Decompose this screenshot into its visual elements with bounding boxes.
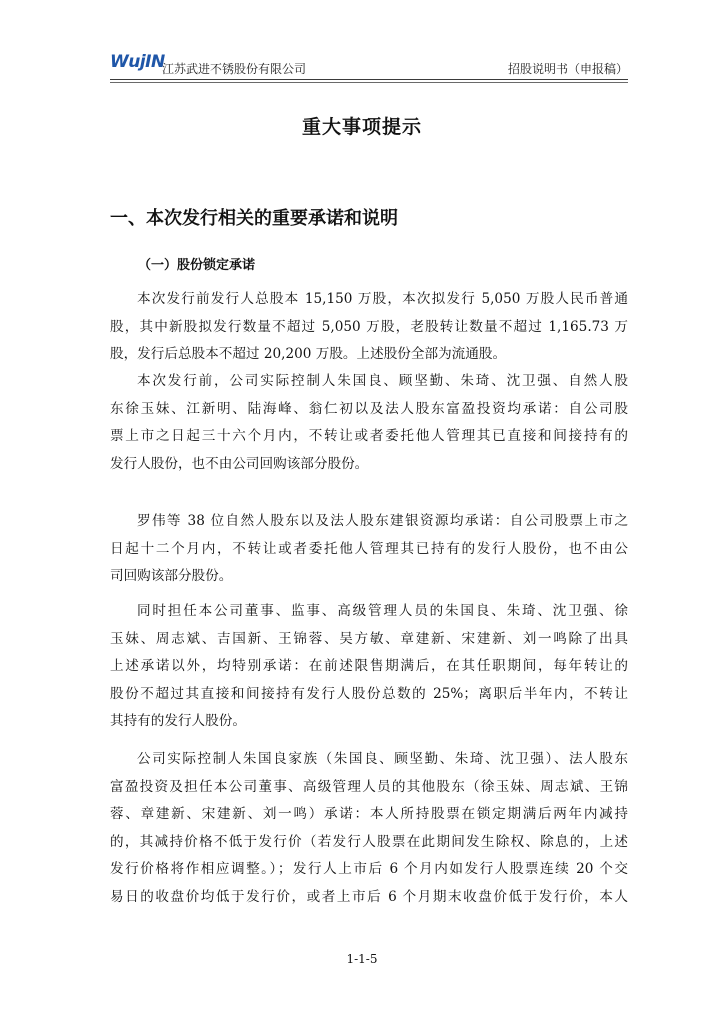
text-line: 同时担任本公司董事、监事、高级管理人员的朱国良、朱琦、沈卫强、徐: [137, 603, 628, 619]
header-divider: [110, 79, 628, 80]
text-line: 上述承诺以外，均特别承诺：在前述限售期满后，在其任职期间，每年转让的: [110, 658, 628, 674]
paragraph-2: [110, 368, 628, 478]
text-line: 公司实际控制人朱国良家族（朱国良、顾坚勤、朱琦、沈卫强）、法人股东: [137, 751, 628, 767]
text-line: 发行价格将作相应调整。）；发行人上市后 6 个月内如发行人股票连续 20 个交: [110, 861, 628, 877]
text-line: 的，其减持价格不低于发行价（若发行人股票在此期间发生除权、除息的，上述: [110, 833, 628, 850]
text-line: 东徐玉妹、江新明、陆海峰、翁仁初以及法人股东富盈投资均承诺：自公司股: [110, 400, 628, 417]
section-heading: 一、本次发行相关的重要承诺和说明: [110, 208, 398, 229]
text-line: 日起十二个月内，不转让或者委托他人管理其已持有的发行人股份，也不由公: [110, 540, 628, 557]
text-line: 股份不超过其直接和间接持有发行人股份总数的 25%；离职后半年内，不转让: [110, 685, 628, 702]
header-divider-thin: [110, 82, 628, 83]
text-line: 发行人股份，也不由公司回购该部分股份。: [110, 455, 369, 472]
paragraph-5: [110, 746, 628, 911]
paragraph-1: [110, 286, 628, 369]
text-line: 玉妹、周志斌、吉国新、王锦蓉、吴方敏、章建新、宋建新、刘一鸣除了出具: [110, 630, 628, 647]
text-line: 股，发行后总股本不超过 20,200 万股。上述股份全部为流通股。: [110, 346, 507, 362]
subsection-heading: （一）股份锁定承诺: [138, 258, 256, 273]
paragraph-3: [110, 508, 628, 591]
company-name: 江苏武进不锈股份有限公司: [162, 62, 307, 76]
page-header: [110, 50, 628, 78]
page-number: 1-1-5: [346, 952, 378, 966]
text-line: 蓉、章建新、宋建新、刘一鸣）承诺：本人所持股票在锁定期满后两年内减持: [110, 806, 628, 822]
text-line: 罗伟等 38 位自然人股东以及法人股东建银资源均承诺：自公司股票上市之: [137, 513, 628, 529]
document-type: 招股说明书（申报稿）: [507, 62, 628, 76]
company-logo: WujIN: [110, 52, 165, 72]
paragraph-4: [110, 598, 628, 736]
text-line: 司回购该部分股份。: [110, 568, 233, 584]
text-line: 股，其中新股拟发行数量不超过 5,050 万股，老股转让数量不超过 1,165.73 万: [110, 318, 628, 335]
text-line: 富盈投资及担任本公司董事、高级管理人员的其他股东（徐玉妹、周志斌、王锦: [110, 778, 628, 795]
text-line: 其持有的发行人股份。: [110, 713, 246, 729]
text-line: 本次发行前发行人总股本 15,150 万股，本次拟发行 5,050 万股人民币普通: [137, 291, 628, 307]
text-line: 易日的收盘价均低于发行价，或者上市后 6 个月期末收盘价低于发行价，本人: [110, 888, 628, 905]
text-line: 本次发行前，公司实际控制人朱国良、顾坚勤、朱琦、沈卫强、自然人股: [137, 373, 628, 389]
page-title: 重大事项提示: [301, 116, 422, 138]
text-line: 票上市之日起三十六个月内，不转让或者委托他人管理其已直接和间接持有的: [110, 428, 628, 444]
